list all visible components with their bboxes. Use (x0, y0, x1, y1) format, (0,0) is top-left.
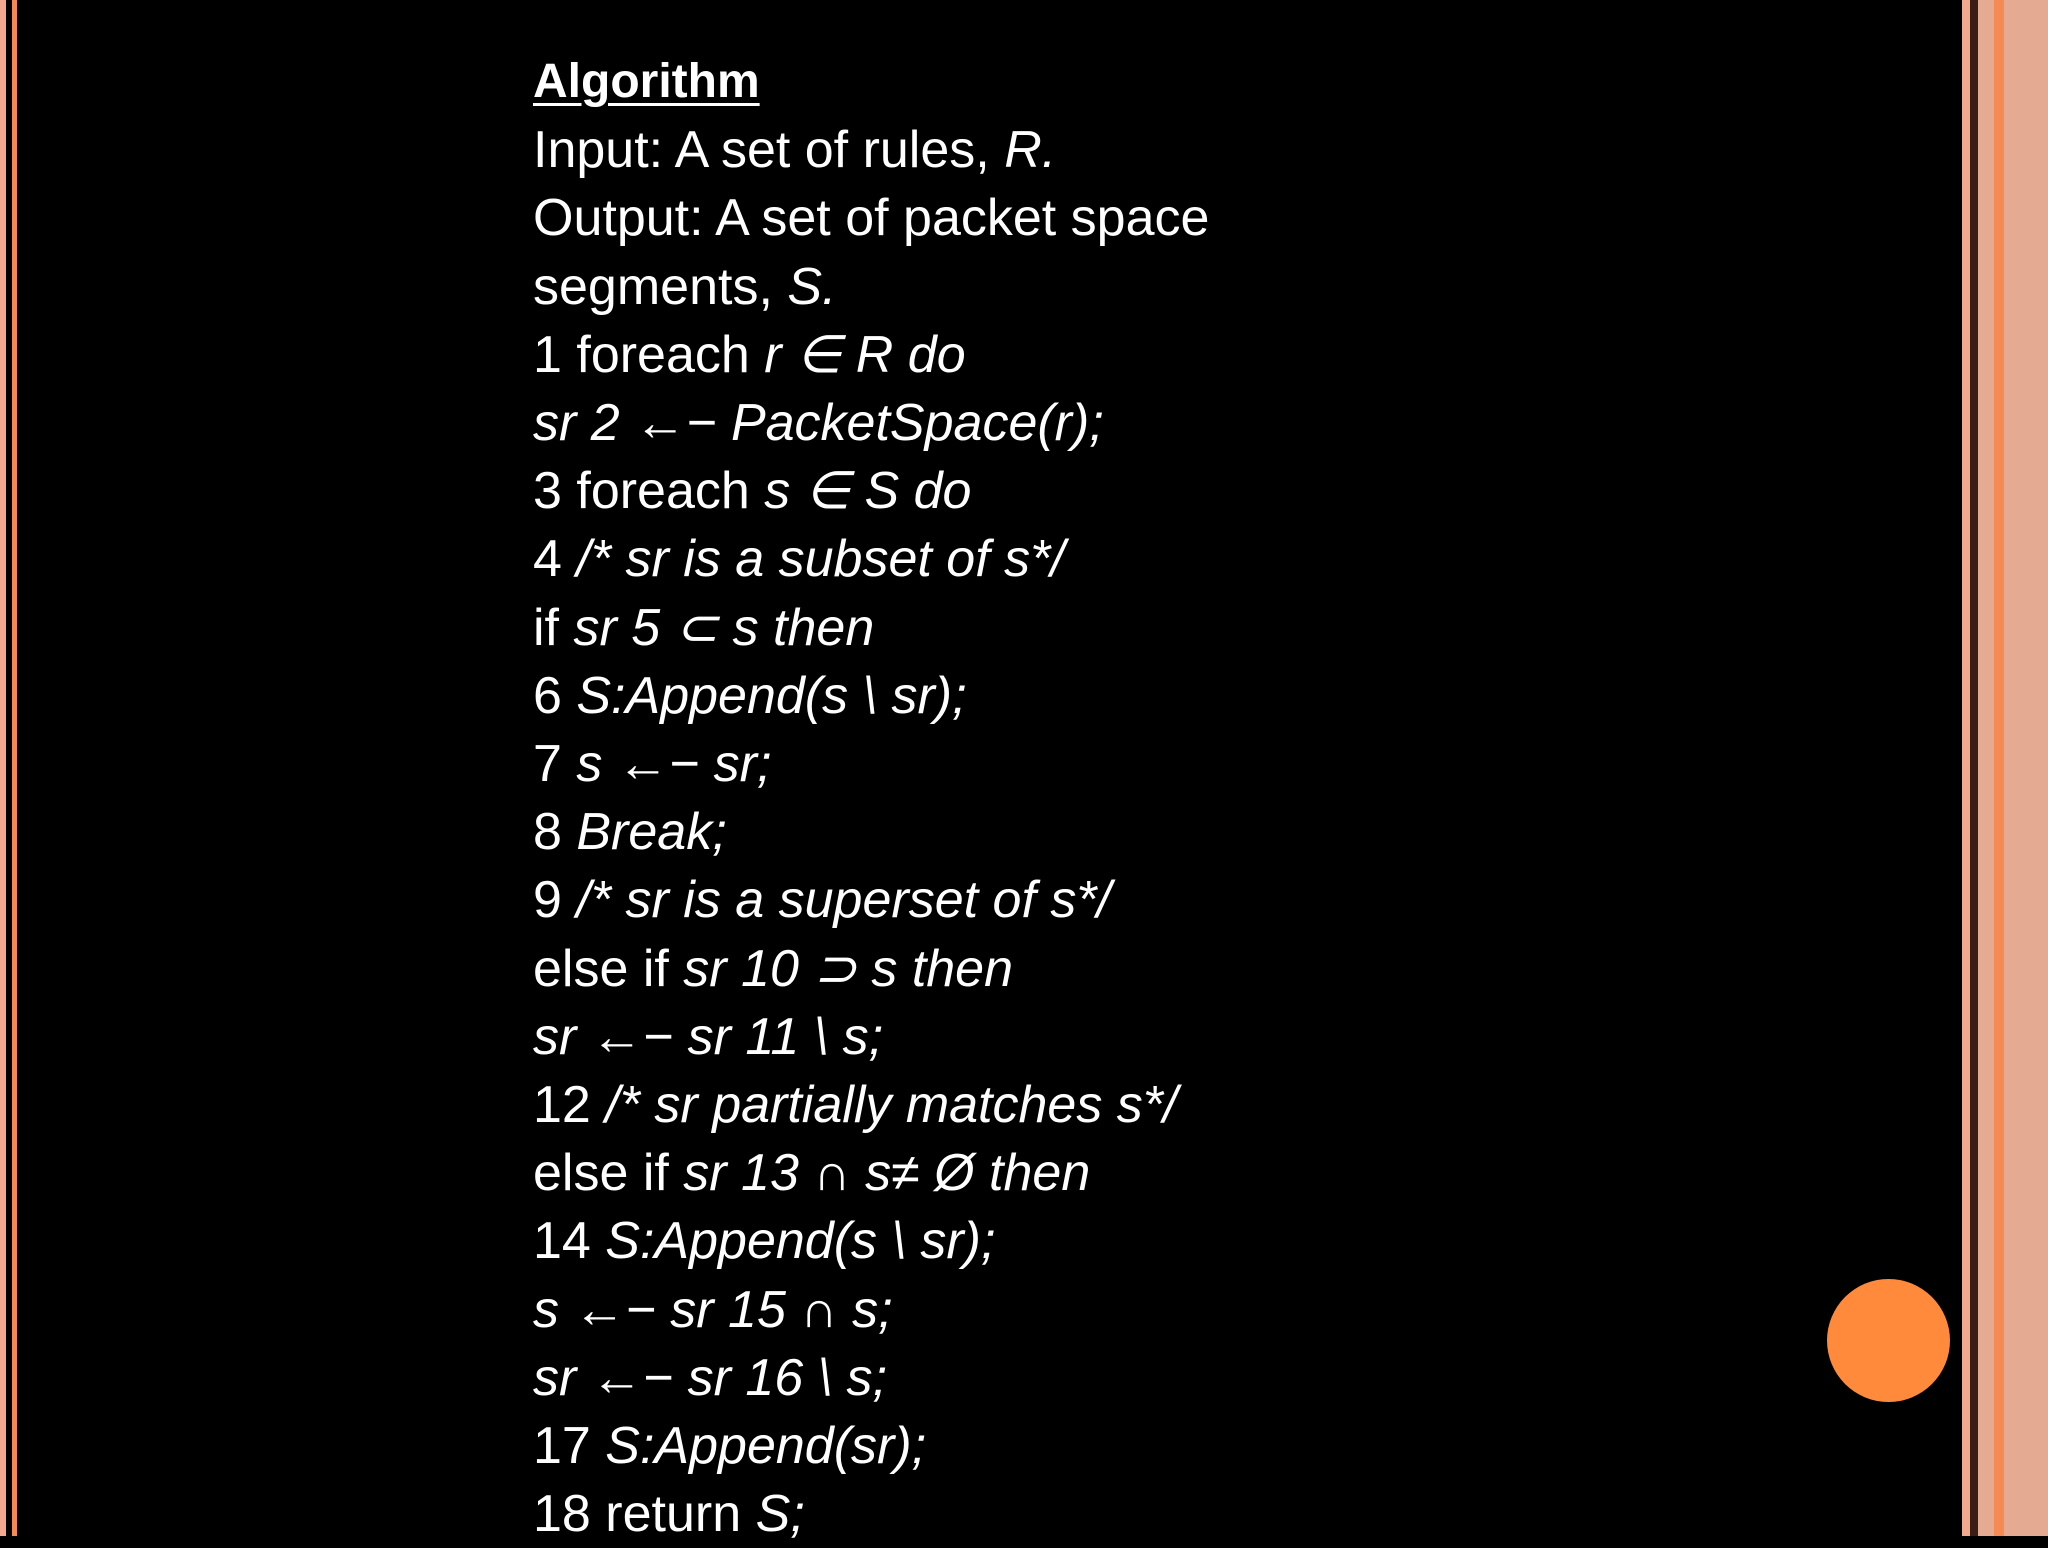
italic-segment: /* sr partially matches s*/ (605, 1076, 1178, 1135)
algorithm-line (533, 1139, 1833, 1207)
italic-segment: S; (755, 1485, 805, 1544)
algorithm-line (533, 1276, 1833, 1344)
algorithm-line (533, 1071, 1833, 1139)
italic-segment: r ∈ R do (764, 325, 966, 384)
italic-segment: sr 2 ←− PacketSpace(r); (533, 394, 1104, 453)
algorithm-block (533, 48, 1833, 1548)
algorithm-line (533, 1412, 1833, 1480)
algorithm-line (533, 1207, 1833, 1275)
text-segment: else if (533, 939, 684, 998)
italic-segment: sr 5 ⊂ s then (573, 598, 875, 657)
right-border-stripe (1994, 0, 2004, 1536)
algorithm-lines (533, 116, 1833, 1548)
algorithm-line (533, 730, 1833, 798)
text-segment: 4 (533, 530, 577, 589)
text-segment: 1 foreach (533, 325, 765, 384)
left-border-stripe (12, 0, 17, 1536)
algorithm-line (533, 389, 1833, 457)
italic-segment: R. (1004, 121, 1057, 180)
italic-segment: sr ←− sr 11 \ s; (533, 1007, 884, 1066)
text-segment: 17 (533, 1417, 606, 1476)
italic-segment: s ←− sr 15 ∩ s; (533, 1280, 893, 1339)
algorithm-line (533, 1344, 1833, 1412)
right-border-line (1962, 0, 1970, 1536)
algorithm-line (533, 253, 1833, 321)
text-segment: 18 return (533, 1485, 756, 1544)
left-border-outer (0, 0, 6, 1536)
algorithm-line (533, 798, 1833, 866)
algorithm-line (533, 321, 1833, 389)
italic-segment: S:Append(s \ sr); (576, 666, 967, 725)
text-segment: 14 (533, 1212, 606, 1271)
italic-segment: sr 10 ⊃ s then (683, 939, 1014, 998)
text-segment: 3 foreach (533, 462, 765, 521)
text-segment: 9 (533, 871, 577, 930)
algorithm-line (533, 935, 1833, 1003)
algorithm-line (533, 594, 1833, 662)
italic-segment: sr ←− sr 16 \ s; (533, 1348, 887, 1407)
algorithm-line (533, 457, 1833, 525)
text-segment: segments, (533, 257, 788, 316)
algorithm-line (533, 525, 1833, 593)
right-border-gap (1970, 0, 1978, 1536)
decorative-orange-circle (1827, 1279, 1950, 1402)
text-segment: 12 (533, 1076, 606, 1135)
italic-segment: s ←− sr; (576, 735, 772, 794)
italic-segment: /* sr is a superset of s*/ (576, 871, 1112, 930)
algorithm-line (533, 866, 1833, 934)
italic-segment: Break; (576, 803, 727, 862)
italic-segment: S:Append(s \ sr); (605, 1212, 996, 1271)
italic-segment: S:Append(sr); (605, 1417, 927, 1476)
italic-segment: s ∈ S do (764, 462, 972, 521)
text-segment: else if (533, 1144, 684, 1203)
text-segment: Input: A set of rules, (533, 121, 1005, 180)
text-segment: 8 (533, 803, 577, 862)
text-segment: 7 (533, 735, 577, 794)
text-segment: Output: A set of packet space (533, 189, 1210, 248)
algorithm-line (533, 1480, 1833, 1548)
algorithm-line (533, 116, 1833, 184)
italic-segment: S. (787, 257, 837, 316)
italic-segment: /* sr is a subset of s*/ (576, 530, 1065, 589)
italic-segment: sr 13 ∩ s≠ Ø then (683, 1144, 1091, 1203)
algorithm-line (533, 184, 1833, 252)
text-segment: 6 (533, 666, 577, 725)
algorithm-line (533, 1003, 1833, 1071)
text-segment: if (533, 598, 574, 657)
algorithm-heading: Algorithm (533, 55, 760, 108)
algorithm-line (533, 662, 1833, 730)
right-border-band (1978, 0, 2048, 1536)
